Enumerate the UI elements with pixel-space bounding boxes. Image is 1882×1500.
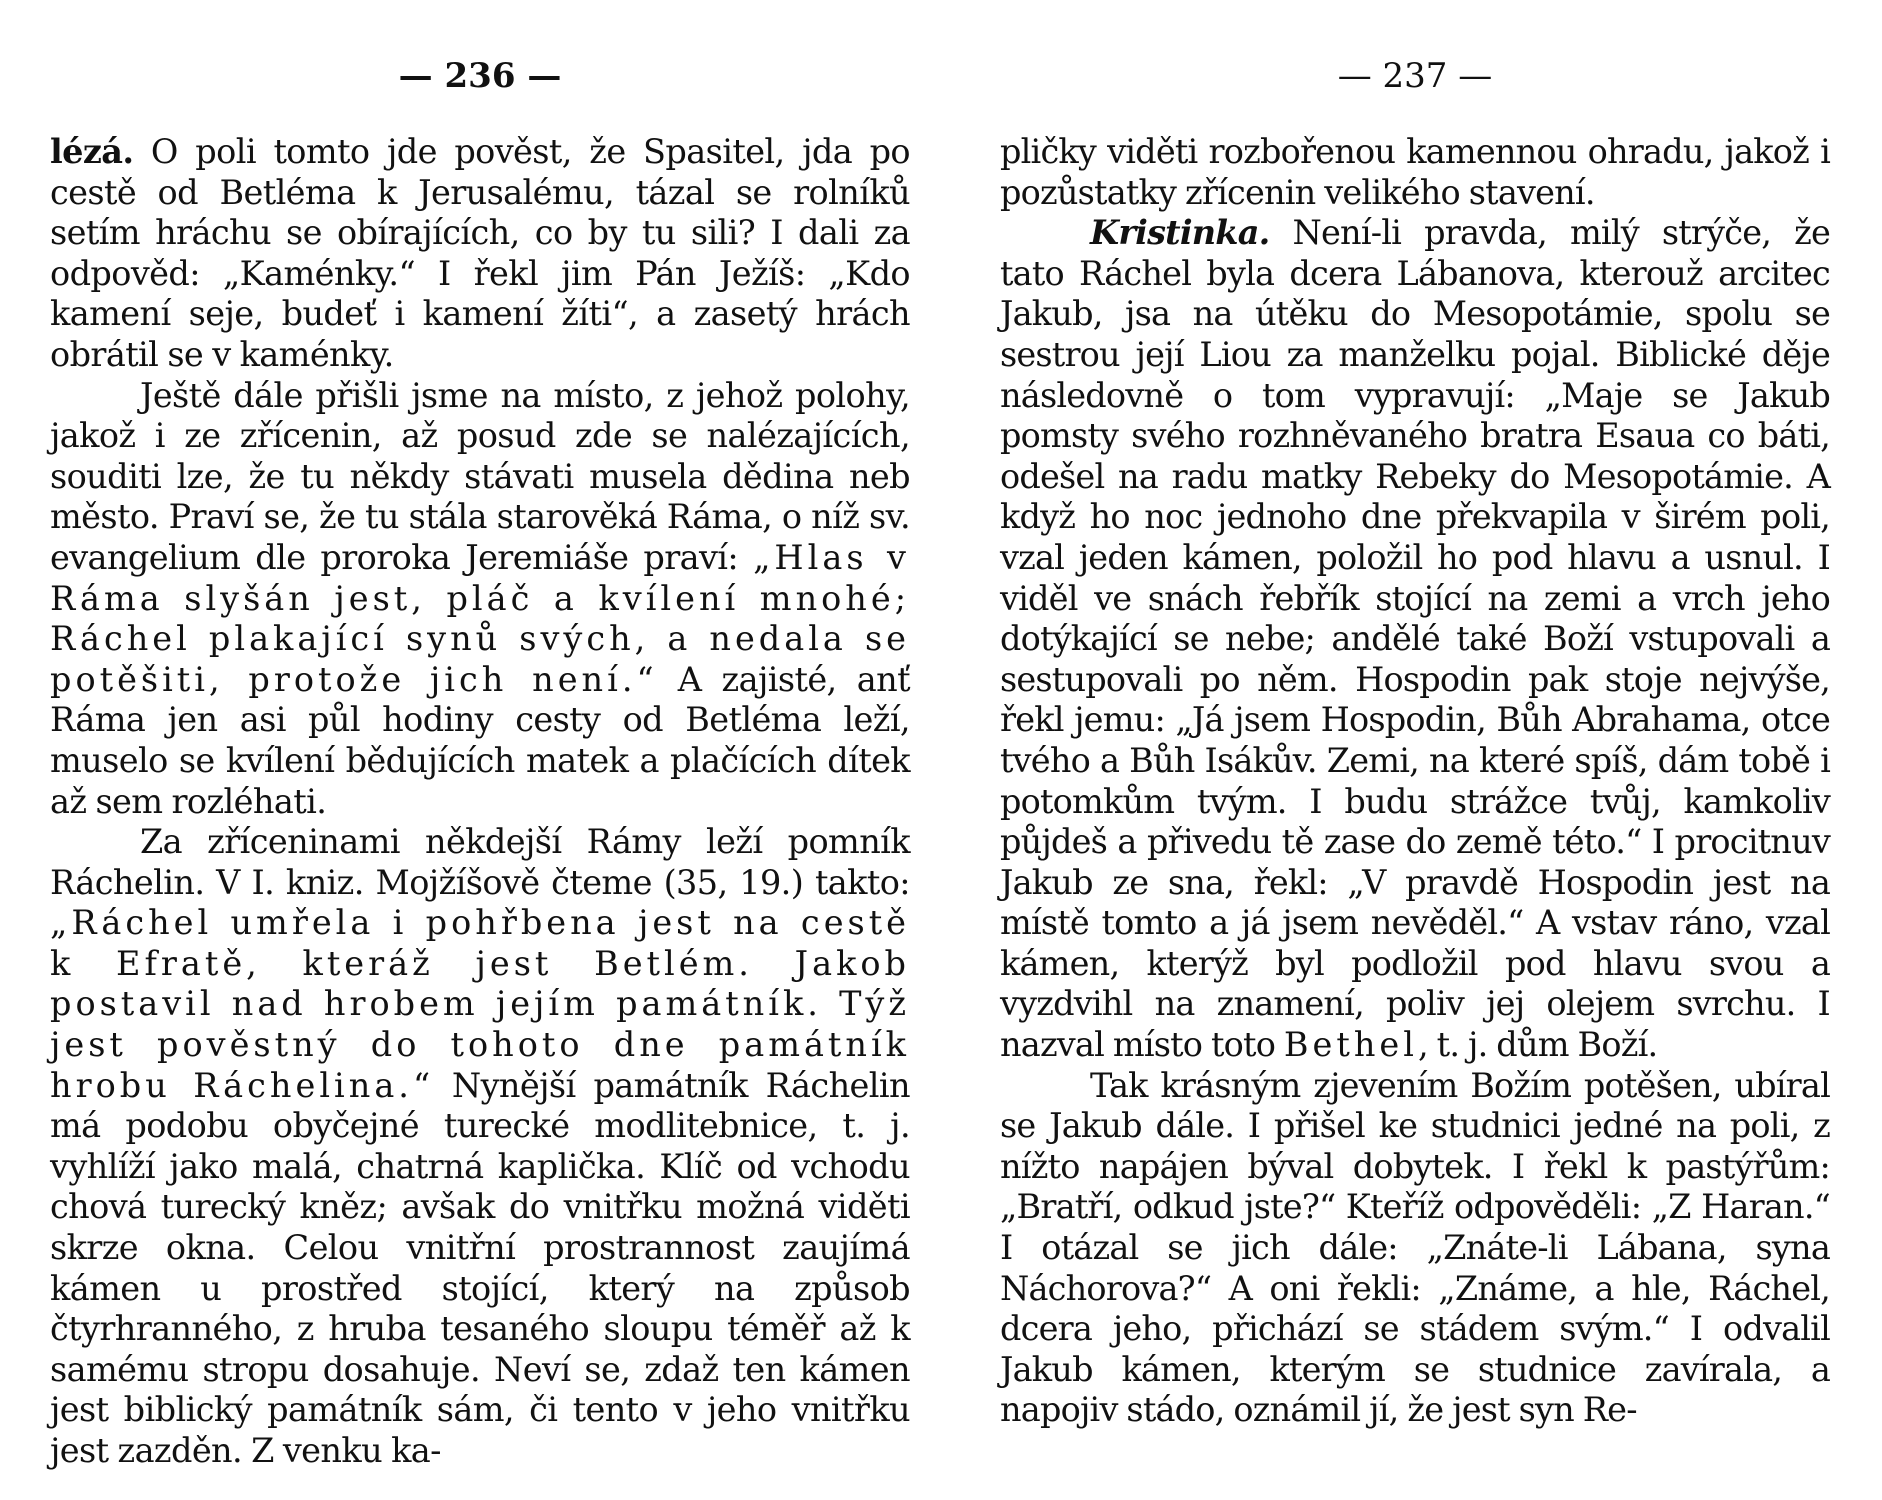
page-number: — 237 — [1337, 56, 1493, 96]
text-run: Ještě dále přišli jsme na místo, z jehož polohy, jakož i ze zřícenin, až posud zde se nalézajících, souditi lze, že tu někdy stávati musela dědina neb město. Praví se, že tu stála starověká Ráma, o níž sv. evangelium dle proroka Jeremiáše praví: [50, 375, 910, 577]
text-run: Není-li pravda, milý strýče, že tato Ráchel byla dcera Lábanova, kterouž arcitec Jakub, jsa na útěku do Mesopotámie, spolu se sestrou její Liou za manželku pojal. Biblické děje následovně o tom vypravují: „Maje se Jakub pomsty svého rozhněvaného bratra Esaua co báti, odešel na radu matky Rebeky do Mesopotámie. A když ho noc jednoho dne překvapila v širém poli, vzal jeden kámen, položil ho pod hlavu a usnul. I viděl ve snách řebřík stojící na zemi a vrch jeho dotýkající se nebe; andělé také Boží vstupovali a sestupovali po něm. Hospodin pak stoje nejvýše, řekl jemu: „Já jsem Hospodin, Bůh Abrahama, otce tvého a Bůh Isákův. Zemi, na které spíš, dám tobě i potomkům tvým. I budu strážce tvůj, kamkoliv půjdeš a přivedu tě zase do země této.“ I procitnuv Jakub ze sna, řekl: „V pravdě Hospodin jest na místě tomto a já jsem nevěděl.“ A vstav ráno, vzal kámen, kterýž byl podložil pod hlavu svou a vyzdvihl na znamení, poliv jej olejem svrchu. I nazval místo toto [1000, 213, 1830, 1065]
page-number: — 236 — [398, 56, 562, 96]
text-run: O poli tomto jde pověst, že Spasitel, jda po cestě od Betléma k Jerusalému, tázal se rolníků setím hráchu se obírajících, co by tu sili? I dali za odpověd: „Kaménky.“ I řekl jim Pán Ježíš: „Kdo kamení seje, budeť i kamení žíti“, a zasetý hrách obrátil se v kaménky. [50, 132, 910, 374]
text-run: Nynější památník Ráchelin má podobu obyčejné turecké modlitebnice, t. j. vyhlíží jako malá, chatrná kaplička. Klíč od vchodu chová turecký kněz; avšak do vnitřku možná viděti skrze okna. Celou vnitřní prostrannost zaujímá kámen u prostřed stojící, který na způsob čtyrhranného, z hruba tesaného sloupu téměř až k samému stropu dosahuje. Neví se, zdaž ten kámen jest biblický památník sám, či tento v jeho vnitřku jest zazděn. Z venku ka- [50, 1065, 910, 1470]
text-run: pličky viděti rozbořenou kamennou ohradu, jakož i pozůstatky zřícenin velikého stavení. [1000, 132, 1830, 212]
paragraph [50, 376, 910, 823]
page-text [1000, 132, 1830, 1431]
quotation-spaced: „Ráchel umřela i pohřbena jest na cestě k Efratě, kteráž jest Betlém. Jakob postavil nad hrobem jejím památník. Týž jest pověstný do tohoto dne památník hrobu Ráchelina.“ [50, 903, 910, 1105]
paragraph [1000, 132, 1830, 213]
speaker-name: Kristinka. [1090, 213, 1270, 253]
text-run: Tak krásným zjevením Božím potěšen, ubíral se Jakub dále. I přišel ke studnici jedné na poli, z nížto napájen býval dobytek. I řekl k pastýřům: „Bratří, odkud jste?“ Kteříž odpověděli: „Z Haran.“ I otázal se jich dále: „Znáte-li Lábana, syna Náchorova?“ A oni řekli: „Známe, a hle, Ráchel, dcera jeho, přichází se stádem svým.“ I odvalil Jakub kámen, kterým se studnice zavírala, a napojiv stádo, oznámil jí, že jest syn Re- [1000, 1065, 1830, 1430]
right-page [1000, 0, 1830, 1431]
paragraph [50, 132, 910, 376]
left-page [50, 0, 910, 1472]
page-text [50, 132, 910, 1472]
quotation-spaced: „Hlas v Ráma slyšán jest, pláč a kvílení mnohé; Ráchel plakající synů svých, a nedala se potěšiti, protože jich není.“ [50, 537, 910, 699]
text-run: A zajisté, anť Ráma jen asi půl hodiny cesty od Betléma leží, muselo se kvílení bědujících matek a plačících dítek až sem rozléhati. [50, 659, 910, 821]
paragraph [1000, 213, 1830, 1065]
text-run: , t. j. dům Boží. [1417, 1025, 1658, 1065]
place-name-spaced: Bethel [1283, 1025, 1418, 1065]
paragraph [1000, 1066, 1830, 1431]
text-run: Za zříceninami někdejší Rámy leží pomník Ráchelin. V I. kniz. Mojžíšově čteme (35, 19.) takto: [50, 822, 910, 902]
paragraph [50, 822, 910, 1472]
text-run: lézá. [50, 132, 134, 171]
